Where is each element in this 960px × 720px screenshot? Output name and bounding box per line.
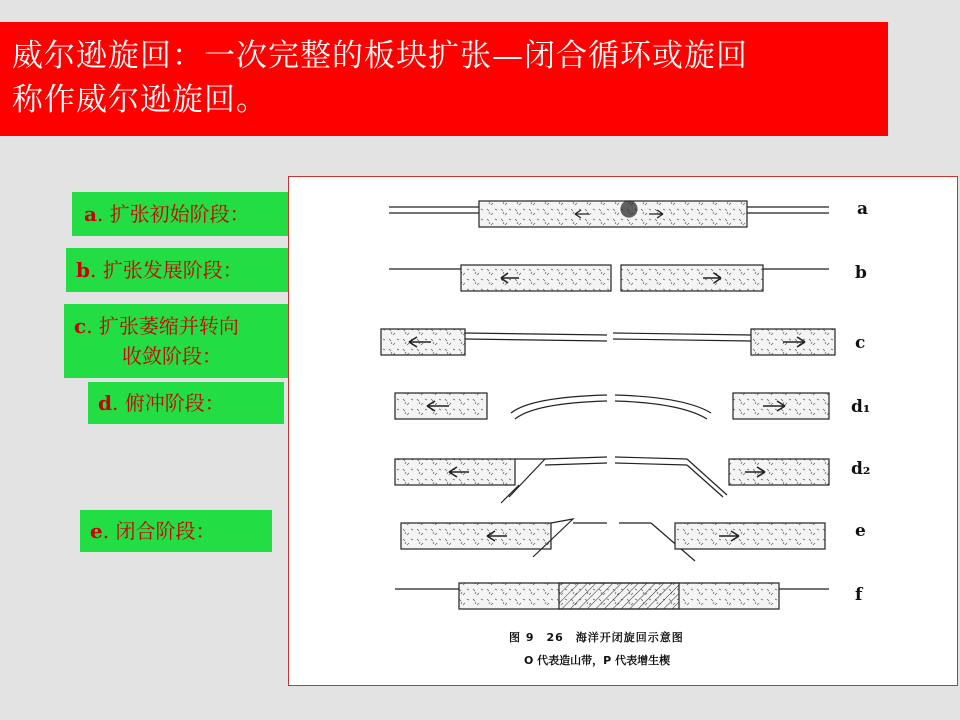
stage-e-text: 闭合阶段： — [115, 519, 216, 543]
row-b-diagram — [389, 265, 829, 291]
row-label-c: c — [855, 333, 866, 353]
row-d2-diagram — [395, 457, 829, 503]
title-banner — [0, 22, 888, 136]
stage-a-key: a — [84, 202, 97, 226]
stage-d-key: d — [98, 391, 112, 415]
stage-c-key: c — [74, 314, 87, 338]
row-label-e: e — [855, 521, 866, 541]
row-label-d2: d₂ — [851, 459, 871, 479]
row-d1-diagram — [395, 393, 829, 419]
wilson-cycle-diagram — [289, 177, 957, 685]
wilson-cycle-figure — [288, 176, 958, 686]
stage-d-box: d. 俯冲阶段： — [88, 382, 284, 424]
row-a-diagram — [389, 201, 829, 227]
stage-d-text: 俯冲阶段： — [124, 391, 225, 415]
stage-a-text: 扩张初始阶段： — [109, 202, 250, 226]
row-e-diagram — [401, 519, 825, 561]
figure-caption-note: O 代表造山带，P 代表增生楔 — [524, 654, 671, 667]
figure-caption: 图 9 26 海洋开闭旋回示意图 — [509, 631, 684, 644]
stage-b-box: b. 扩张发展阶段： — [66, 248, 312, 292]
row-label-b: b — [855, 263, 867, 283]
stage-b-text: 扩张发展阶段： — [102, 258, 243, 282]
row-c-diagram — [381, 329, 835, 355]
title-line-2: 称作威尔逊旋回。 — [12, 82, 268, 118]
row-label-f: f — [855, 585, 863, 605]
stage-b-key: b — [76, 258, 90, 282]
slide-title — [12, 34, 882, 122]
stage-a-box: a. 扩张初始阶段： — [72, 192, 320, 236]
stage-c-box: c. 扩张萎缩并转向 收敛阶段： — [64, 304, 312, 378]
row-f-diagram — [395, 583, 829, 609]
stage-c-text: 扩张萎缩并转向 — [98, 314, 239, 338]
row-label-a: a — [857, 199, 869, 219]
stage-e-key: e — [90, 519, 103, 543]
stage-c-text-2: 收敛阶段： — [122, 344, 222, 368]
stage-e-box: e. 闭合阶段： — [80, 510, 272, 552]
row-label-d1: d₁ — [851, 397, 871, 417]
title-line-1: 威尔逊旋回：一次完整的板块扩张—闭合循环或旋回 — [12, 38, 748, 74]
